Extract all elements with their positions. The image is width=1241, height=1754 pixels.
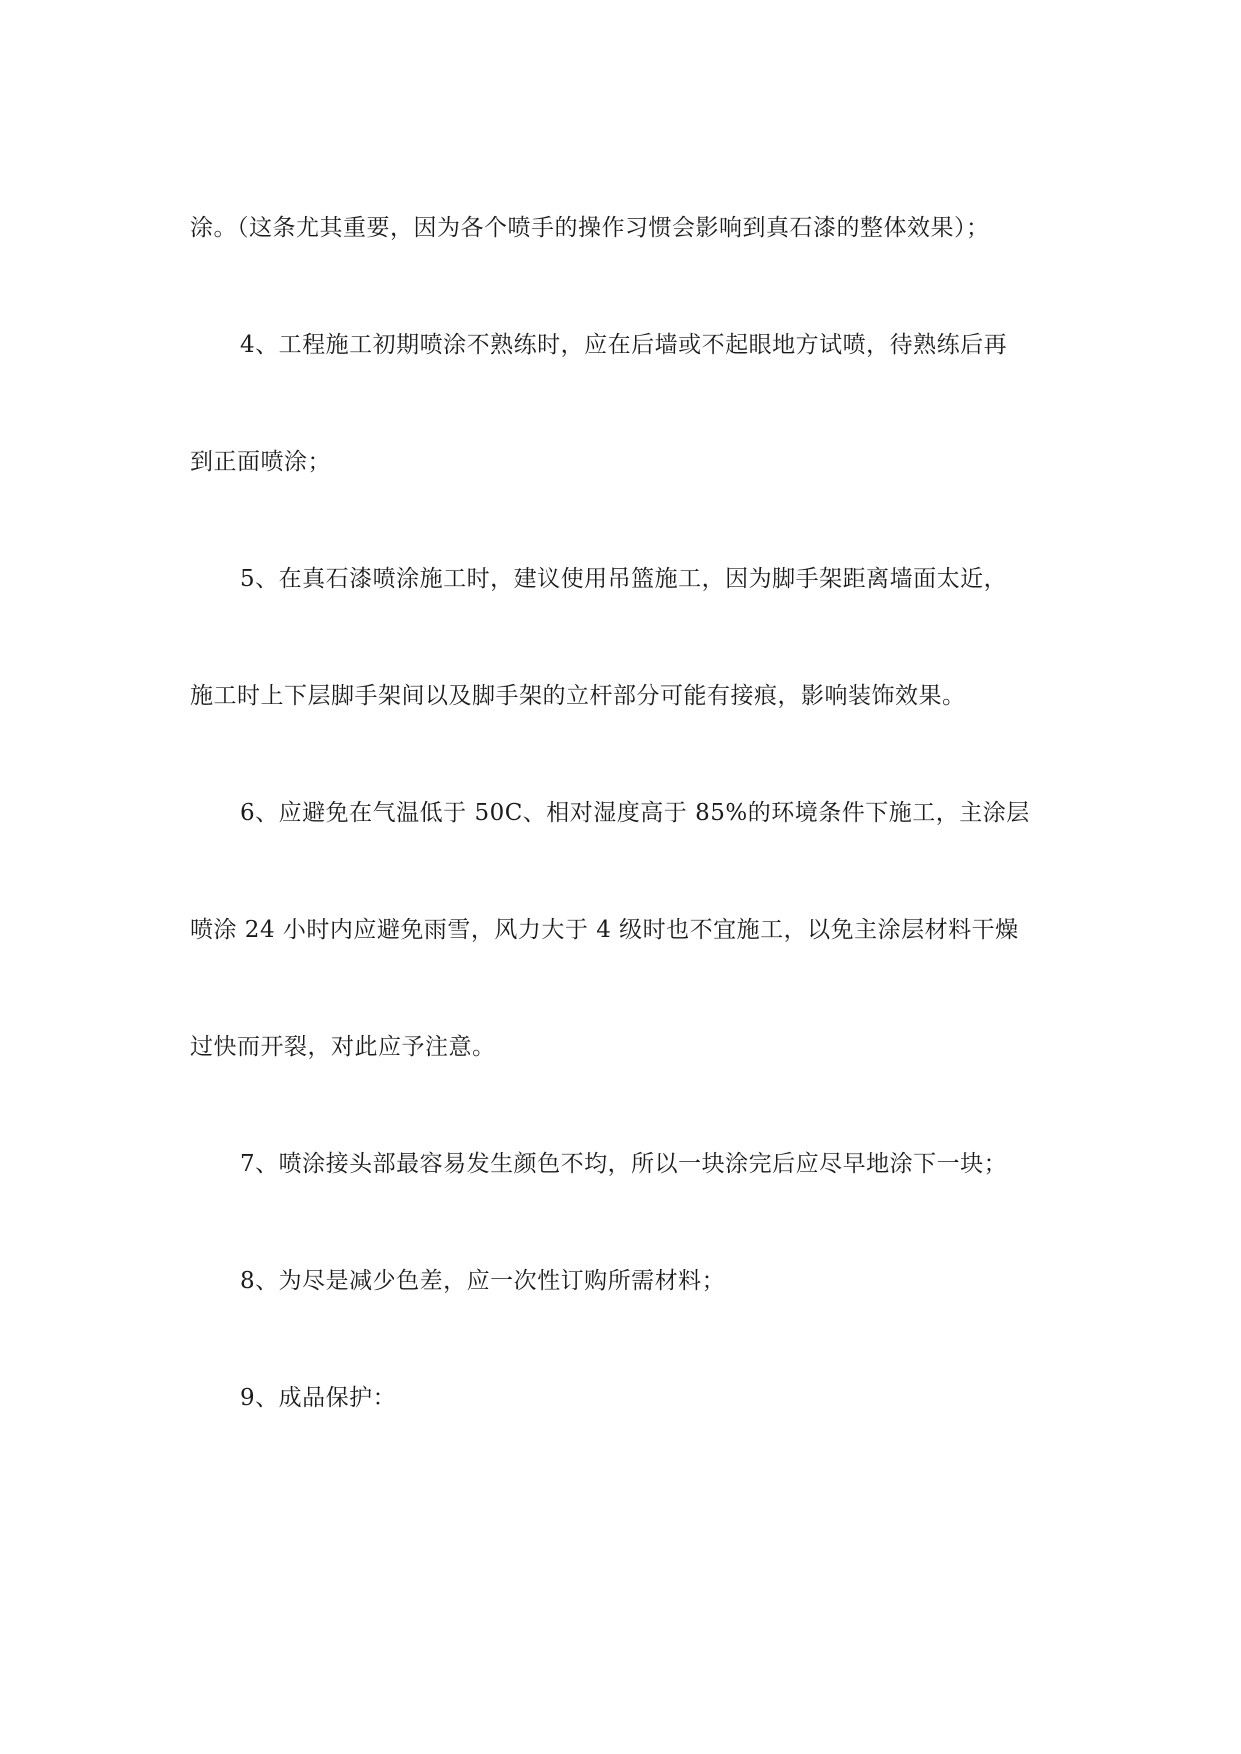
list-item-5: 5、在真石漆喷涂施工时，建议使用吊篮施工，因为脚手架距离墙面太近， [240, 566, 1008, 592]
list-item-8: 8、为尽是减少色差，应一次性订购所需材料； [240, 1268, 726, 1294]
paragraph-line: 喷涂 24 小时内应避免雨雪，风力大于 4 级时也不宜施工，以免主涂层材料干燥 [190, 917, 1019, 943]
list-item-9: 9、成品保护： [240, 1385, 397, 1411]
list-item-7: 7、喷涂接头部最容易发生颜色不均，所以一块涂完后应尽早地涂下一块； [240, 1151, 1008, 1177]
list-item-4: 4、工程施工初期喷涂不熟练时，应在后墙或不起眼地方试喷，待熟练后再 [240, 332, 1008, 358]
paragraph-line: 涂。（这条尤其重要，因为各个喷手的操作习惯会影响到真石漆的整体效果）； [190, 215, 990, 241]
list-item-6: 6、应避免在气温低于 50C、相对湿度高于 85%的环境条件下施工，主涂层 [240, 800, 1030, 826]
paragraph-line: 过快而开裂，对此应予注意。 [190, 1034, 496, 1060]
paragraph-line: 施工时上下层脚手架间以及脚手架的立杆部分可能有接痕，影响装饰效果。 [190, 683, 966, 709]
paragraph-line: 到正面喷涂； [190, 449, 331, 475]
